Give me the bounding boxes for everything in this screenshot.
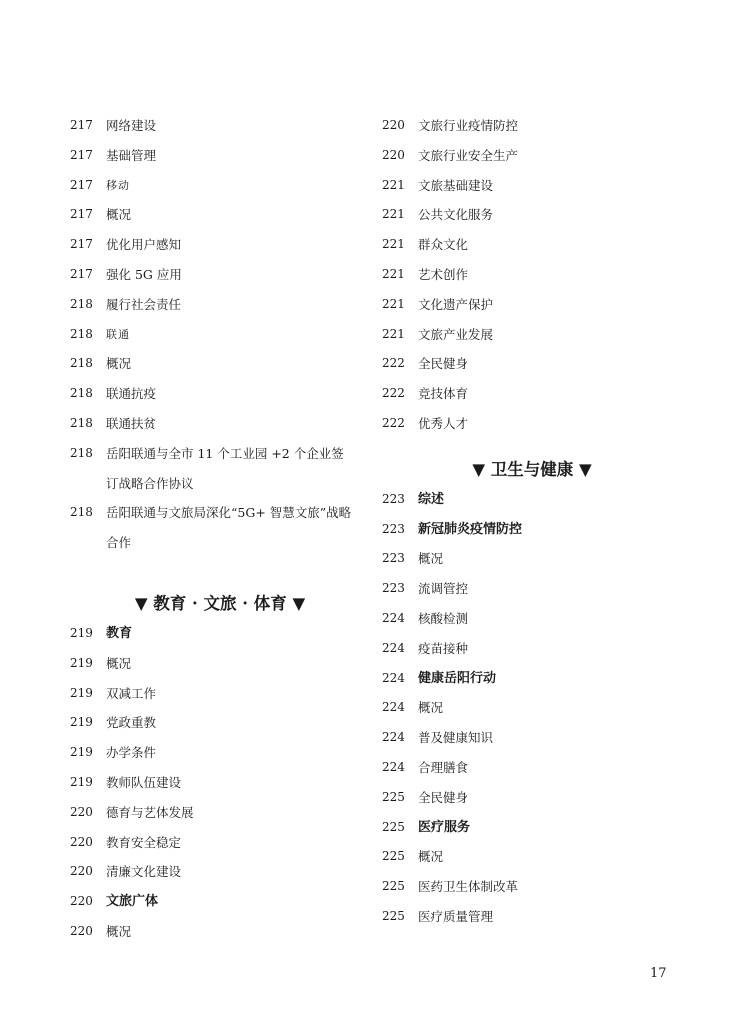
toc-entry — [382, 485, 682, 515]
entry-title: 教师队伍建设 — [106, 774, 182, 790]
entry-page: 218 — [70, 326, 93, 341]
entry-page: 219 — [70, 655, 93, 670]
toc-entry — [70, 887, 370, 917]
toc-entry — [382, 813, 682, 843]
entry-page: 225 — [382, 849, 405, 864]
entry-page: 220 — [70, 923, 93, 938]
toc-entry — [382, 111, 682, 141]
toc-entry — [70, 349, 370, 379]
entry-page: 219 — [70, 715, 93, 730]
toc-entry — [70, 320, 370, 350]
entry-title: 艺术创作 — [418, 266, 469, 282]
entry-title: 联通抗疫 — [106, 386, 157, 402]
entry-page: 220 — [382, 147, 405, 162]
toc-right-column — [382, 111, 682, 932]
entry-page: 221 — [382, 266, 405, 281]
toc-entry — [70, 738, 370, 768]
toc-entry — [382, 753, 682, 783]
toc-entry — [70, 679, 370, 709]
page-number: 17 — [650, 966, 667, 981]
entry-title: 全民健身 — [418, 356, 469, 372]
entry-page: 219 — [70, 774, 93, 789]
entry-page: 223 — [382, 581, 405, 596]
toc-entry — [382, 604, 682, 634]
toc-entry — [382, 230, 682, 260]
entry-title: 医药卫生体制改革 — [418, 879, 519, 895]
toc-entry — [70, 290, 370, 320]
entry-page: 219 — [70, 685, 93, 700]
entry-page: 223 — [382, 521, 405, 536]
entry-page: 217 — [70, 147, 93, 162]
entry-page: 217 — [70, 118, 93, 132]
entry-title: 优秀人才 — [418, 415, 469, 431]
entry-title: 概况 — [418, 700, 444, 716]
entry-title: 疫苗接种 — [418, 640, 469, 656]
entry-page: 221 — [382, 296, 405, 311]
toc-entry — [70, 379, 370, 409]
entry-title: 双减工作 — [106, 685, 157, 701]
entry-title: 联通 — [106, 327, 130, 341]
toc-entry — [70, 768, 370, 798]
entry-title: 概况 — [106, 923, 132, 939]
entry-title: 概况 — [418, 849, 444, 865]
entry-title: 竞技体育 — [418, 386, 469, 402]
entry-page: 224 — [382, 610, 405, 625]
entry-title: 岳阳联通与全市 11 个工业园 +2 个企业签订战略合作协议 — [106, 445, 344, 491]
section-spacer — [70, 558, 370, 589]
entry-title: 概况 — [106, 207, 132, 223]
toc-entry — [382, 171, 682, 201]
toc-entry — [70, 439, 370, 499]
entry-page: 219 — [70, 625, 93, 640]
entry-page: 224 — [382, 730, 405, 745]
toc-entry — [70, 798, 370, 828]
entry-title: 德育与艺体发展 — [106, 804, 194, 820]
entry-title: 履行社会责任 — [106, 296, 182, 312]
toc-entry — [382, 544, 682, 574]
entry-title: 概况 — [418, 551, 444, 567]
toc-entry — [70, 200, 370, 230]
entry-title: 概况 — [106, 356, 132, 372]
section-heading-health: ▼ 卫生与健康 ▼ — [472, 459, 592, 479]
toc-entry — [70, 498, 370, 558]
entry-title: 公共文化服务 — [418, 207, 494, 223]
entry-title: 文旅行业安全生产 — [418, 147, 519, 163]
toc-entry — [382, 141, 682, 171]
entry-page: 220 — [382, 118, 405, 132]
entry-title: 新冠肺炎疫情防控 — [418, 521, 523, 537]
toc-entry — [382, 783, 682, 813]
entry-title: 流调管控 — [418, 581, 469, 597]
entry-title: 全民健身 — [418, 789, 469, 805]
toc-left-column — [70, 111, 370, 947]
toc-entry — [382, 200, 682, 230]
toc-entry — [382, 664, 682, 694]
toc-entry — [382, 409, 682, 439]
toc-entry — [70, 619, 370, 649]
toc-entry — [382, 290, 682, 320]
toc-entry — [70, 917, 370, 947]
toc-entry — [382, 634, 682, 664]
entry-title: 办学条件 — [106, 745, 157, 761]
toc-entry — [70, 828, 370, 858]
entry-title: 合理膳食 — [418, 759, 469, 775]
entry-page: 218 — [70, 296, 93, 311]
entry-page: 218 — [70, 445, 93, 460]
entry-page: 224 — [382, 759, 405, 774]
entry-page: 224 — [382, 670, 405, 685]
toc-entry — [382, 902, 682, 932]
toc-entry — [382, 693, 682, 723]
entry-title: 联通扶贫 — [106, 415, 157, 431]
entry-page: 221 — [382, 326, 405, 341]
entry-page: 217 — [70, 177, 93, 192]
entry-title: 医疗质量管理 — [418, 908, 494, 924]
entry-title: 教育 — [106, 625, 133, 641]
entry-title: 医疗服务 — [418, 819, 471, 835]
section-heading-education-culture-sports: ▼ 教育 · 文旅 · 体育 ▼ — [134, 593, 306, 613]
toc-entry — [382, 872, 682, 902]
toc-entry — [70, 260, 370, 290]
entry-title: 清廉文化建设 — [106, 864, 182, 880]
entry-title: 普及健康知识 — [418, 730, 494, 746]
entry-title: 群众文化 — [418, 237, 469, 253]
entry-page: 225 — [382, 789, 405, 804]
entry-page: 224 — [382, 700, 405, 715]
entry-page: 217 — [70, 266, 93, 281]
toc-entry — [70, 171, 370, 201]
entry-page: 218 — [70, 505, 93, 520]
toc-entry — [70, 230, 370, 260]
entry-title: 文旅行业疫情防控 — [418, 118, 519, 133]
entry-page: 220 — [70, 894, 93, 909]
toc-entry — [382, 574, 682, 604]
entry-title: 优化用户感知 — [106, 237, 182, 253]
entry-title: 党政重教 — [106, 715, 157, 731]
toc-entry — [382, 723, 682, 753]
entry-page: 221 — [382, 207, 405, 222]
entry-page: 223 — [382, 491, 405, 506]
entry-page: 222 — [382, 356, 405, 371]
entry-page: 220 — [70, 834, 93, 849]
entry-title: 基础管理 — [106, 147, 157, 163]
entry-title: 文旅基础建设 — [418, 177, 494, 193]
entry-page: 221 — [382, 237, 405, 252]
entry-title: 健康岳阳行动 — [418, 670, 497, 686]
entry-title: 核酸检测 — [418, 610, 469, 626]
entry-page: 225 — [382, 819, 405, 834]
entry-page: 218 — [70, 415, 93, 430]
toc-entry — [70, 409, 370, 439]
entry-page: 222 — [382, 386, 405, 401]
entry-page: 223 — [382, 551, 405, 566]
entry-title: 文旅产业发展 — [418, 326, 494, 342]
entry-title: 网络建设 — [106, 118, 157, 133]
entry-title: 综述 — [418, 491, 445, 507]
entry-page: 220 — [70, 864, 93, 879]
entry-title: 岳阳联通与文旅局深化“5G+ 智慧文旅”战略合作 — [106, 505, 352, 551]
entry-title: 文化遗产保护 — [418, 296, 494, 312]
entry-page: 217 — [70, 237, 93, 252]
entry-title: 概况 — [106, 655, 132, 671]
toc-entry — [382, 349, 682, 379]
entry-page: 218 — [70, 386, 93, 401]
entry-title: 移动 — [106, 178, 130, 192]
toc-entry — [70, 649, 370, 679]
entry-page: 218 — [70, 356, 93, 371]
entry-page: 219 — [70, 745, 93, 760]
toc-entry — [382, 515, 682, 545]
toc-entry — [70, 111, 370, 141]
entry-page: 225 — [382, 879, 405, 894]
entry-title: 教育安全稳定 — [106, 834, 182, 850]
toc-entry — [382, 320, 682, 350]
entry-title: 文旅广体 — [106, 894, 159, 910]
entry-page: 224 — [382, 640, 405, 655]
entry-page: 221 — [382, 177, 405, 192]
toc-entry — [382, 379, 682, 409]
entry-page: 220 — [70, 804, 93, 819]
entry-page: 222 — [382, 415, 405, 430]
entry-page: 225 — [382, 908, 405, 923]
entry-page: 217 — [70, 207, 93, 222]
toc-entry — [70, 708, 370, 738]
entry-title: 强化 5G 应用 — [106, 266, 182, 282]
toc-entry — [382, 842, 682, 872]
toc-entry — [70, 141, 370, 171]
toc-entry — [70, 857, 370, 887]
toc-entry — [382, 260, 682, 290]
section-spacer — [382, 439, 682, 455]
